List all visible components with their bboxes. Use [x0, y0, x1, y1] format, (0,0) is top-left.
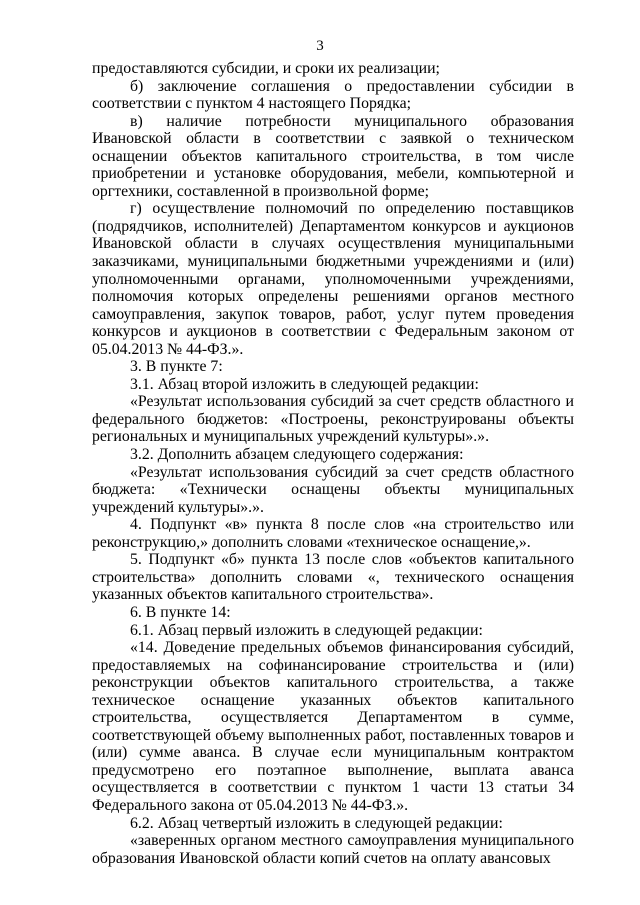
paragraph-item-6: 6. В пункте 14: [130, 603, 231, 621]
paragraph-result-federal: «Результат использования субсидий за счет средств областного и федерального бюджетов: «Построены, реконструированы объекты региональных и муниципальных учреждений культуры».». [92, 393, 574, 446]
paragraph-item-3-2: 3.2. Дополнить абзацем следующего содержания: [130, 446, 464, 464]
paragraph-b-agreement: б) заключение соглашения о предоставлении субсидии в соответствии с пунктом 4 настоящего Порядка; [92, 77, 574, 113]
paragraph-v-need: в) наличие потребности муниципального образования Ивановской области в соответствии с заявкой о техническом оснащении объектов капитального строительства, в том числе приобретении и установке оборудования, мебели, компьютерной и оргтехники, составленной в произвольной форме; [92, 112, 574, 200]
paragraph-item-3-1: 3.1. Абзац второй изложить в следующей редакции: [130, 375, 479, 393]
paragraph-item-6-1: 6.1. Абзац первый изложить в следующей редакции: [130, 621, 483, 639]
paragraph-item-3: 3. В пункте 7: [130, 358, 223, 376]
paragraph-continuation: предоставляются субсидии, и сроки их реализации; [92, 60, 440, 77]
document-body [92, 60, 574, 867]
paragraph-result-regional: «Результат использования субсидий за счет средств областного бюджета: «Технически оснащены объекты муниципальных учреждений культуры».». [92, 463, 574, 516]
paragraph-item-14: «14. Доведение предельных объемов финансирования субсидий, предоставляемых на софинансирование строительства и (или) реконструкции объектов капитального строительства, а также техническое оснащение указанных объектов капитального строительства, осуществляется Департаментом в сумме, соответствующей объему выполненных работ, поставленных товаров и (или) сумме аванса. В случае если муниципальным контрактом предусмотрено его поэтапное выполнение, выплата аванса осуществляется в соответствии с пунктом 1 части 13 статьи 34 Федерального закона от 05.04.2013 № 44-ФЗ.». [92, 639, 574, 814]
page-number: 3 [316, 38, 324, 54]
paragraph-certified-copies: «заверенных органом местного самоуправления муниципального образования Ивановской области копий счетов на оплату авансовых [92, 832, 574, 867]
paragraph-item-5: 5. Подпункт «б» пункта 13 после слов «объектов капитального строительства» дополнить словами «, технического оснащения указанных объектов капитального строительства». [92, 551, 574, 604]
paragraph-g-powers: г) осуществление полномочий по определению поставщиков (подрядчиков, исполнителей) Департаментом конкурсов и аукционов Ивановской области в случаях осуществления муниципальными заказчиками, муниципальными бюджетными учреждениями и (или) уполномоченными органами, уполномоченными учреждениями, полномочия которых определены решениями органов местного самоуправления, закупок товаров, работ, услуг путем проведения конкурсов и аукционов в соответствии с Федеральным законом от 05.04.2013 № 44-ФЗ.». [92, 200, 574, 358]
paragraph-item-6-2: 6.2. Абзац четвертый изложить в следующей редакции: [130, 814, 503, 832]
paragraph-item-4: 4. Подпункт «в» пункта 8 после слов «на строительство или реконструкцию,» дополнить словами «техническое оснащение,». [92, 516, 574, 551]
